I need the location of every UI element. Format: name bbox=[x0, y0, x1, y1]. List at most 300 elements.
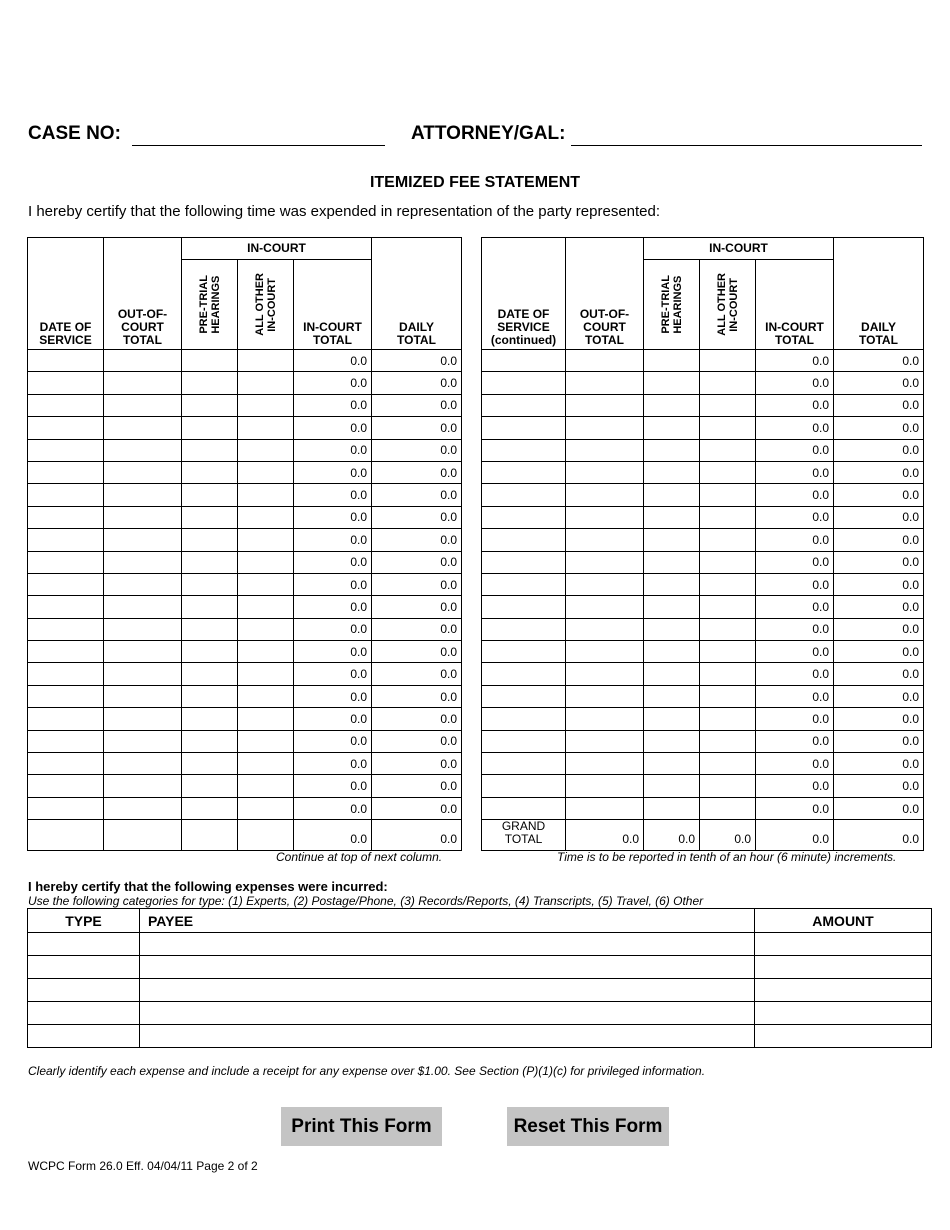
all-other-in-court-header: ALL OTHER IN-COURT bbox=[238, 260, 294, 350]
pre-trial-cell[interactable] bbox=[182, 506, 238, 528]
table-row bbox=[28, 529, 462, 551]
in-court-total-cell: 0.0 bbox=[756, 618, 834, 640]
pre-trial-cell[interactable] bbox=[182, 394, 238, 416]
date-of-service-cell[interactable] bbox=[482, 775, 566, 797]
in-court-total-cell: 0.0 bbox=[756, 641, 834, 663]
pre-trial-cell[interactable] bbox=[182, 439, 238, 461]
out-of-court-cell[interactable] bbox=[104, 439, 182, 461]
all-other-in-court-cell[interactable] bbox=[700, 439, 756, 461]
pre-trial-cell[interactable] bbox=[182, 596, 238, 618]
table-row bbox=[28, 417, 462, 439]
out-of-court-cell[interactable] bbox=[104, 417, 182, 439]
case-no-field[interactable] bbox=[132, 124, 385, 146]
all-other-in-court-cell[interactable] bbox=[700, 506, 756, 528]
in-court-total-cell: 0.0 bbox=[756, 596, 834, 618]
daily-total-cell: 0.0 bbox=[372, 730, 462, 752]
out-of-court-header: OUT-OF- COURT TOTAL bbox=[566, 238, 644, 350]
out-of-court-cell[interactable] bbox=[566, 753, 644, 775]
date-of-service-cell[interactable] bbox=[482, 372, 566, 394]
pre-trial-cell[interactable] bbox=[182, 551, 238, 573]
out-of-court-cell[interactable] bbox=[104, 730, 182, 752]
date-of-service-cell[interactable] bbox=[482, 350, 566, 372]
date-of-service-cell[interactable] bbox=[28, 797, 104, 819]
table-row bbox=[482, 573, 924, 595]
in-court-total-cell: 0.0 bbox=[294, 372, 372, 394]
out-of-court-cell[interactable] bbox=[566, 663, 644, 685]
grand-in-court-total: 0.0 bbox=[756, 820, 834, 851]
all-other-in-court-cell[interactable] bbox=[238, 484, 294, 506]
table-row bbox=[28, 596, 462, 618]
expense-categories: Use the following categories for type: (1) Experts, (2) Postage/Phone, (3) Records/Reports, (4) Transcripts, (5) Travel, (6) Other bbox=[28, 894, 704, 908]
pre-trial-cell[interactable] bbox=[182, 350, 238, 372]
in-court-total-cell: 0.0 bbox=[756, 708, 834, 730]
all-other-in-court-cell[interactable] bbox=[700, 641, 756, 663]
table-row bbox=[482, 529, 924, 551]
daily-total-cell: 0.0 bbox=[834, 663, 924, 685]
in-court-total-cell: 0.0 bbox=[756, 439, 834, 461]
all-other-in-court-cell[interactable] bbox=[238, 394, 294, 416]
out-of-court-cell[interactable] bbox=[104, 618, 182, 640]
out-of-court-cell[interactable] bbox=[566, 506, 644, 528]
all-other-in-court-cell[interactable] bbox=[238, 372, 294, 394]
pre-trial-cell[interactable] bbox=[182, 461, 238, 483]
date-of-service-cell[interactable] bbox=[482, 484, 566, 506]
all-other-in-court-cell[interactable] bbox=[700, 596, 756, 618]
all-other-in-court-cell[interactable] bbox=[700, 394, 756, 416]
all-other-in-court-cell[interactable] bbox=[700, 461, 756, 483]
pre-trial-cell[interactable] bbox=[182, 775, 238, 797]
daily-total-cell: 0.0 bbox=[372, 573, 462, 595]
grand-pre-trial: 0.0 bbox=[644, 820, 700, 851]
date-of-service-cell[interactable] bbox=[482, 461, 566, 483]
date-of-service-cell[interactable] bbox=[482, 394, 566, 416]
pre-trial-cell[interactable] bbox=[644, 685, 700, 707]
continue-note: Continue at top of next column. bbox=[276, 850, 443, 864]
date-of-service-cell[interactable] bbox=[28, 775, 104, 797]
all-other-in-court-cell[interactable] bbox=[238, 439, 294, 461]
date-of-service-cell[interactable] bbox=[28, 461, 104, 483]
in-court-total-header: IN-COURT TOTAL bbox=[294, 260, 372, 350]
out-of-court-cell[interactable] bbox=[104, 573, 182, 595]
all-other-in-court-cell[interactable] bbox=[238, 551, 294, 573]
in-court-total-cell: 0.0 bbox=[294, 484, 372, 506]
pre-trial-cell[interactable] bbox=[644, 573, 700, 595]
left-fee-table bbox=[27, 237, 462, 851]
date-of-service-cell[interactable] bbox=[482, 596, 566, 618]
in-court-total-cell: 0.0 bbox=[294, 573, 372, 595]
table-row bbox=[28, 461, 462, 483]
pre-trial-cell[interactable] bbox=[182, 372, 238, 394]
in-court-total-cell: 0.0 bbox=[756, 775, 834, 797]
grand-total-row bbox=[482, 820, 924, 851]
daily-total-cell: 0.0 bbox=[834, 484, 924, 506]
expense-amount-cell[interactable] bbox=[755, 956, 932, 979]
pre-trial-cell[interactable] bbox=[182, 529, 238, 551]
all-other-in-court-cell[interactable] bbox=[238, 529, 294, 551]
daily-total-cell: 0.0 bbox=[372, 596, 462, 618]
date-of-service-cell[interactable] bbox=[28, 641, 104, 663]
expense-type-cell[interactable] bbox=[28, 1002, 140, 1025]
expense-type-cell[interactable] bbox=[28, 933, 140, 956]
daily-total-cell: 0.0 bbox=[372, 775, 462, 797]
table-row bbox=[28, 350, 462, 372]
all-other-in-court-cell[interactable] bbox=[700, 730, 756, 752]
date-of-service-cell[interactable] bbox=[28, 820, 104, 851]
out-of-court-cell[interactable] bbox=[566, 797, 644, 819]
date-of-service-cell[interactable] bbox=[482, 663, 566, 685]
in-court-total-cell: 0.0 bbox=[294, 551, 372, 573]
date-of-service-cell[interactable] bbox=[28, 730, 104, 752]
date-of-service-cell[interactable] bbox=[28, 618, 104, 640]
all-other-in-court-cell[interactable] bbox=[700, 685, 756, 707]
table-row bbox=[482, 417, 924, 439]
date-of-service-cell[interactable] bbox=[482, 417, 566, 439]
in-court-group-header: IN-COURT bbox=[182, 238, 372, 260]
out-of-court-cell[interactable] bbox=[104, 372, 182, 394]
table-row bbox=[28, 439, 462, 461]
daily-total-cell: 0.0 bbox=[834, 685, 924, 707]
date-of-service-continued-header: DATE OF SERVICE (continued) bbox=[482, 238, 566, 350]
out-of-court-cell[interactable] bbox=[104, 484, 182, 506]
in-court-total-cell: 0.0 bbox=[756, 506, 834, 528]
pre-trial-cell[interactable] bbox=[644, 439, 700, 461]
table-row bbox=[28, 506, 462, 528]
date-of-service-cell[interactable] bbox=[482, 753, 566, 775]
in-court-total-cell: 0.0 bbox=[294, 708, 372, 730]
all-other-in-court-cell[interactable] bbox=[700, 573, 756, 595]
expense-payee-cell[interactable] bbox=[140, 956, 755, 979]
attorney-label: ATTORNEY/GAL: bbox=[411, 123, 566, 144]
daily-total-cell: 0.0 bbox=[372, 753, 462, 775]
table-row bbox=[482, 641, 924, 663]
out-of-court-cell[interactable] bbox=[104, 685, 182, 707]
table-row bbox=[28, 641, 462, 663]
table-row bbox=[482, 618, 924, 640]
all-other-in-court-cell[interactable] bbox=[238, 573, 294, 595]
pre-trial-cell[interactable] bbox=[644, 506, 700, 528]
out-of-court-cell[interactable] bbox=[566, 350, 644, 372]
out-of-court-header: OUT-OF- COURT TOTAL bbox=[104, 238, 182, 350]
expense-type-cell[interactable] bbox=[28, 956, 140, 979]
date-of-service-cell[interactable] bbox=[28, 551, 104, 573]
pre-trial-cell[interactable] bbox=[644, 663, 700, 685]
receipt-instructions: Clearly identify each expense and include a receipt for any expense over $1.00. See Section (P)(1)(c) for privileged information. bbox=[28, 1064, 706, 1078]
all-other-in-court-cell[interactable] bbox=[700, 797, 756, 819]
daily-total-cell: 0.0 bbox=[372, 350, 462, 372]
expense-payee-cell[interactable] bbox=[140, 933, 755, 956]
expense-row bbox=[28, 933, 932, 956]
pre-trial-cell[interactable] bbox=[182, 618, 238, 640]
pre-trial-cell[interactable] bbox=[182, 573, 238, 595]
in-court-total-cell: 0.0 bbox=[294, 775, 372, 797]
date-of-service-cell[interactable] bbox=[28, 350, 104, 372]
daily-total-cell: 0.0 bbox=[834, 573, 924, 595]
expense-row bbox=[28, 1002, 932, 1025]
table-row bbox=[482, 372, 924, 394]
pre-trial-header: PRE-TRIAL HEARINGS bbox=[182, 260, 238, 350]
in-court-total-cell: 0.0 bbox=[294, 618, 372, 640]
daily-total-cell: 0.0 bbox=[834, 730, 924, 752]
in-court-total-cell: 0.0 bbox=[294, 350, 372, 372]
all-other-in-court-cell[interactable] bbox=[238, 461, 294, 483]
pre-trial-cell[interactable] bbox=[644, 417, 700, 439]
date-of-service-cell[interactable] bbox=[28, 439, 104, 461]
in-court-total-cell: 0.0 bbox=[294, 685, 372, 707]
all-other-in-court-cell[interactable] bbox=[238, 797, 294, 819]
expense-amount-cell[interactable] bbox=[755, 1002, 932, 1025]
out-of-court-cell[interactable] bbox=[104, 506, 182, 528]
in-court-total-cell: 0.0 bbox=[756, 394, 834, 416]
in-court-total-cell: 0.0 bbox=[756, 529, 834, 551]
daily-total-cell: 0.0 bbox=[372, 685, 462, 707]
out-of-court-cell[interactable] bbox=[104, 663, 182, 685]
daily-total-cell: 0.0 bbox=[834, 506, 924, 528]
all-other-in-court-cell[interactable] bbox=[700, 417, 756, 439]
date-of-service-cell[interactable] bbox=[28, 685, 104, 707]
date-of-service-cell[interactable] bbox=[482, 797, 566, 819]
all-other-in-court-cell[interactable] bbox=[700, 708, 756, 730]
all-other-in-court-cell[interactable] bbox=[238, 417, 294, 439]
date-of-service-cell[interactable] bbox=[482, 506, 566, 528]
all-other-in-court-cell[interactable] bbox=[238, 663, 294, 685]
out-of-court-cell[interactable] bbox=[566, 394, 644, 416]
out-of-court-cell[interactable] bbox=[566, 417, 644, 439]
pre-trial-cell[interactable] bbox=[644, 641, 700, 663]
in-court-total-cell: 0.0 bbox=[294, 529, 372, 551]
expense-amount-cell[interactable] bbox=[755, 1025, 932, 1048]
in-court-total-cell: 0.0 bbox=[294, 417, 372, 439]
expense-row bbox=[28, 1025, 932, 1048]
pre-trial-cell[interactable] bbox=[644, 529, 700, 551]
daily-total-cell: 0.0 bbox=[372, 417, 462, 439]
date-of-service-cell[interactable] bbox=[28, 417, 104, 439]
all-other-in-court-cell[interactable] bbox=[238, 350, 294, 372]
daily-total-cell: 0.0 bbox=[372, 372, 462, 394]
out-of-court-cell[interactable] bbox=[566, 461, 644, 483]
in-court-total-cell: 0.0 bbox=[756, 573, 834, 595]
pre-trial-cell[interactable] bbox=[182, 820, 238, 851]
pre-trial-cell[interactable] bbox=[644, 461, 700, 483]
pre-trial-cell[interactable] bbox=[182, 708, 238, 730]
all-other-in-court-cell[interactable] bbox=[238, 506, 294, 528]
pre-trial-cell[interactable] bbox=[182, 484, 238, 506]
out-of-court-cell[interactable] bbox=[104, 529, 182, 551]
all-other-in-court-cell[interactable] bbox=[700, 484, 756, 506]
date-of-service-cell[interactable] bbox=[28, 663, 104, 685]
out-of-court-cell[interactable] bbox=[104, 551, 182, 573]
in-court-total-cell: 0.0 bbox=[294, 596, 372, 618]
date-of-service-cell[interactable] bbox=[28, 506, 104, 528]
daily-total-cell: 0.0 bbox=[372, 551, 462, 573]
all-other-in-court-cell[interactable] bbox=[700, 618, 756, 640]
all-other-in-court-cell[interactable] bbox=[238, 641, 294, 663]
pre-trial-cell[interactable] bbox=[182, 685, 238, 707]
out-of-court-cell[interactable] bbox=[566, 529, 644, 551]
reset-form-button[interactable]: Reset This Form bbox=[507, 1107, 669, 1146]
pre-trial-cell[interactable] bbox=[182, 641, 238, 663]
out-of-court-cell[interactable] bbox=[104, 753, 182, 775]
daily-total-cell: 0.0 bbox=[372, 394, 462, 416]
in-court-total-cell: 0.0 bbox=[294, 820, 372, 851]
daily-total-cell: 0.0 bbox=[372, 708, 462, 730]
date-of-service-cell[interactable] bbox=[482, 551, 566, 573]
out-of-court-cell[interactable] bbox=[104, 820, 182, 851]
date-of-service-cell[interactable] bbox=[482, 730, 566, 752]
table-row bbox=[482, 708, 924, 730]
all-other-in-court-cell[interactable] bbox=[238, 820, 294, 851]
expense-amount-cell[interactable] bbox=[755, 979, 932, 1002]
pre-trial-cell[interactable] bbox=[644, 730, 700, 752]
table-row bbox=[28, 663, 462, 685]
all-other-in-court-cell[interactable] bbox=[700, 551, 756, 573]
pre-trial-cell[interactable] bbox=[644, 350, 700, 372]
date-of-service-cell[interactable] bbox=[482, 685, 566, 707]
in-court-total-cell: 0.0 bbox=[756, 417, 834, 439]
table-row bbox=[28, 573, 462, 595]
all-other-in-court-cell[interactable] bbox=[238, 708, 294, 730]
grand-all-other: 0.0 bbox=[700, 820, 756, 851]
pre-trial-cell[interactable] bbox=[182, 730, 238, 752]
out-of-court-cell[interactable] bbox=[566, 372, 644, 394]
in-court-total-cell: 0.0 bbox=[294, 641, 372, 663]
pre-trial-cell[interactable] bbox=[644, 797, 700, 819]
date-of-service-cell[interactable] bbox=[28, 484, 104, 506]
date-of-service-cell[interactable] bbox=[28, 394, 104, 416]
out-of-court-cell[interactable] bbox=[566, 618, 644, 640]
pre-trial-cell[interactable] bbox=[644, 551, 700, 573]
grand-total-label: GRAND TOTAL bbox=[482, 820, 566, 851]
table-row bbox=[28, 551, 462, 573]
out-of-court-cell[interactable] bbox=[104, 641, 182, 663]
expense-type-cell[interactable] bbox=[28, 1025, 140, 1048]
date-of-service-cell[interactable] bbox=[482, 618, 566, 640]
all-other-in-court-cell[interactable] bbox=[700, 350, 756, 372]
date-of-service-cell[interactable] bbox=[482, 708, 566, 730]
out-of-court-cell[interactable] bbox=[566, 484, 644, 506]
all-other-in-court-cell[interactable] bbox=[238, 596, 294, 618]
out-of-court-cell[interactable] bbox=[104, 797, 182, 819]
daily-total-header: DAILY TOTAL bbox=[834, 238, 924, 350]
out-of-court-cell[interactable] bbox=[566, 573, 644, 595]
table-row bbox=[28, 708, 462, 730]
all-other-in-court-cell[interactable] bbox=[238, 618, 294, 640]
daily-total-cell: 0.0 bbox=[834, 753, 924, 775]
out-of-court-cell[interactable] bbox=[104, 350, 182, 372]
daily-total-cell: 0.0 bbox=[372, 461, 462, 483]
date-of-service-cell[interactable] bbox=[28, 573, 104, 595]
all-other-in-court-cell[interactable] bbox=[238, 730, 294, 752]
out-of-court-cell[interactable] bbox=[104, 461, 182, 483]
all-other-in-court-cell[interactable] bbox=[700, 775, 756, 797]
daily-total-cell: 0.0 bbox=[834, 596, 924, 618]
in-court-total-cell: 0.0 bbox=[756, 730, 834, 752]
table-row bbox=[482, 730, 924, 752]
attorney-field[interactable] bbox=[571, 124, 922, 146]
expense-payee-cell[interactable] bbox=[140, 1002, 755, 1025]
pre-trial-cell[interactable] bbox=[644, 394, 700, 416]
expense-payee-cell[interactable] bbox=[140, 1025, 755, 1048]
in-court-total-cell: 0.0 bbox=[756, 372, 834, 394]
in-court-total-cell: 0.0 bbox=[756, 663, 834, 685]
out-of-court-cell[interactable] bbox=[566, 708, 644, 730]
table-row bbox=[482, 484, 924, 506]
out-of-court-cell[interactable] bbox=[104, 775, 182, 797]
date-of-service-cell[interactable] bbox=[482, 529, 566, 551]
pre-trial-cell[interactable] bbox=[644, 372, 700, 394]
out-of-court-cell[interactable] bbox=[104, 708, 182, 730]
in-court-total-cell: 0.0 bbox=[756, 350, 834, 372]
all-other-in-court-cell[interactable] bbox=[700, 663, 756, 685]
date-of-service-cell[interactable] bbox=[482, 573, 566, 595]
daily-total-cell: 0.0 bbox=[834, 417, 924, 439]
expense-row bbox=[28, 956, 932, 979]
all-other-in-court-cell[interactable] bbox=[238, 685, 294, 707]
all-other-in-court-cell[interactable] bbox=[238, 775, 294, 797]
table-row bbox=[482, 663, 924, 685]
table-row bbox=[28, 685, 462, 707]
pre-trial-cell[interactable] bbox=[182, 753, 238, 775]
pre-trial-cell[interactable] bbox=[644, 753, 700, 775]
in-court-total-cell: 0.0 bbox=[756, 753, 834, 775]
pre-trial-cell[interactable] bbox=[644, 775, 700, 797]
out-of-court-cell[interactable] bbox=[566, 596, 644, 618]
out-of-court-cell[interactable] bbox=[566, 439, 644, 461]
table-row bbox=[482, 506, 924, 528]
daily-total-cell: 0.0 bbox=[372, 618, 462, 640]
out-of-court-cell[interactable] bbox=[566, 685, 644, 707]
date-of-service-cell[interactable] bbox=[28, 596, 104, 618]
in-court-group-header: IN-COURT bbox=[644, 238, 834, 260]
expense-payee-cell[interactable] bbox=[140, 979, 755, 1002]
all-other-in-court-cell[interactable] bbox=[238, 753, 294, 775]
date-of-service-cell[interactable] bbox=[28, 529, 104, 551]
print-form-button[interactable]: Print This Form bbox=[281, 1107, 442, 1146]
out-of-court-cell[interactable] bbox=[566, 551, 644, 573]
in-court-total-cell: 0.0 bbox=[756, 484, 834, 506]
pre-trial-cell[interactable] bbox=[644, 484, 700, 506]
certify-statement: I hereby certify that the following time was expended in representation of the party represented: bbox=[28, 203, 661, 220]
expense-amount-cell[interactable] bbox=[755, 933, 932, 956]
date-of-service-cell[interactable] bbox=[28, 753, 104, 775]
all-other-in-court-cell[interactable] bbox=[700, 372, 756, 394]
date-of-service-cell[interactable] bbox=[482, 641, 566, 663]
all-other-in-court-cell[interactable] bbox=[700, 753, 756, 775]
pre-trial-cell[interactable] bbox=[182, 797, 238, 819]
pre-trial-cell[interactable] bbox=[182, 663, 238, 685]
expense-type-cell[interactable] bbox=[28, 979, 140, 1002]
out-of-court-cell[interactable] bbox=[566, 641, 644, 663]
form-footer: WCPC Form 26.0 Eff. 04/04/11 Page 2 of 2 bbox=[28, 1159, 258, 1173]
pre-trial-cell[interactable] bbox=[644, 596, 700, 618]
daily-total-cell: 0.0 bbox=[834, 529, 924, 551]
table-row bbox=[482, 753, 924, 775]
out-of-court-cell[interactable] bbox=[104, 394, 182, 416]
table-row bbox=[482, 775, 924, 797]
pre-trial-cell[interactable] bbox=[182, 417, 238, 439]
daily-total-cell: 0.0 bbox=[834, 708, 924, 730]
out-of-court-cell[interactable] bbox=[566, 730, 644, 752]
date-of-service-header: DATE OF SERVICE bbox=[28, 238, 104, 350]
date-of-service-cell[interactable] bbox=[28, 708, 104, 730]
pre-trial-cell[interactable] bbox=[644, 708, 700, 730]
pre-trial-cell[interactable] bbox=[644, 618, 700, 640]
date-of-service-cell[interactable] bbox=[482, 439, 566, 461]
all-other-in-court-cell[interactable] bbox=[700, 529, 756, 551]
out-of-court-cell[interactable] bbox=[104, 596, 182, 618]
daily-total-cell: 0.0 bbox=[372, 797, 462, 819]
out-of-court-cell[interactable] bbox=[566, 775, 644, 797]
date-of-service-cell[interactable] bbox=[28, 372, 104, 394]
